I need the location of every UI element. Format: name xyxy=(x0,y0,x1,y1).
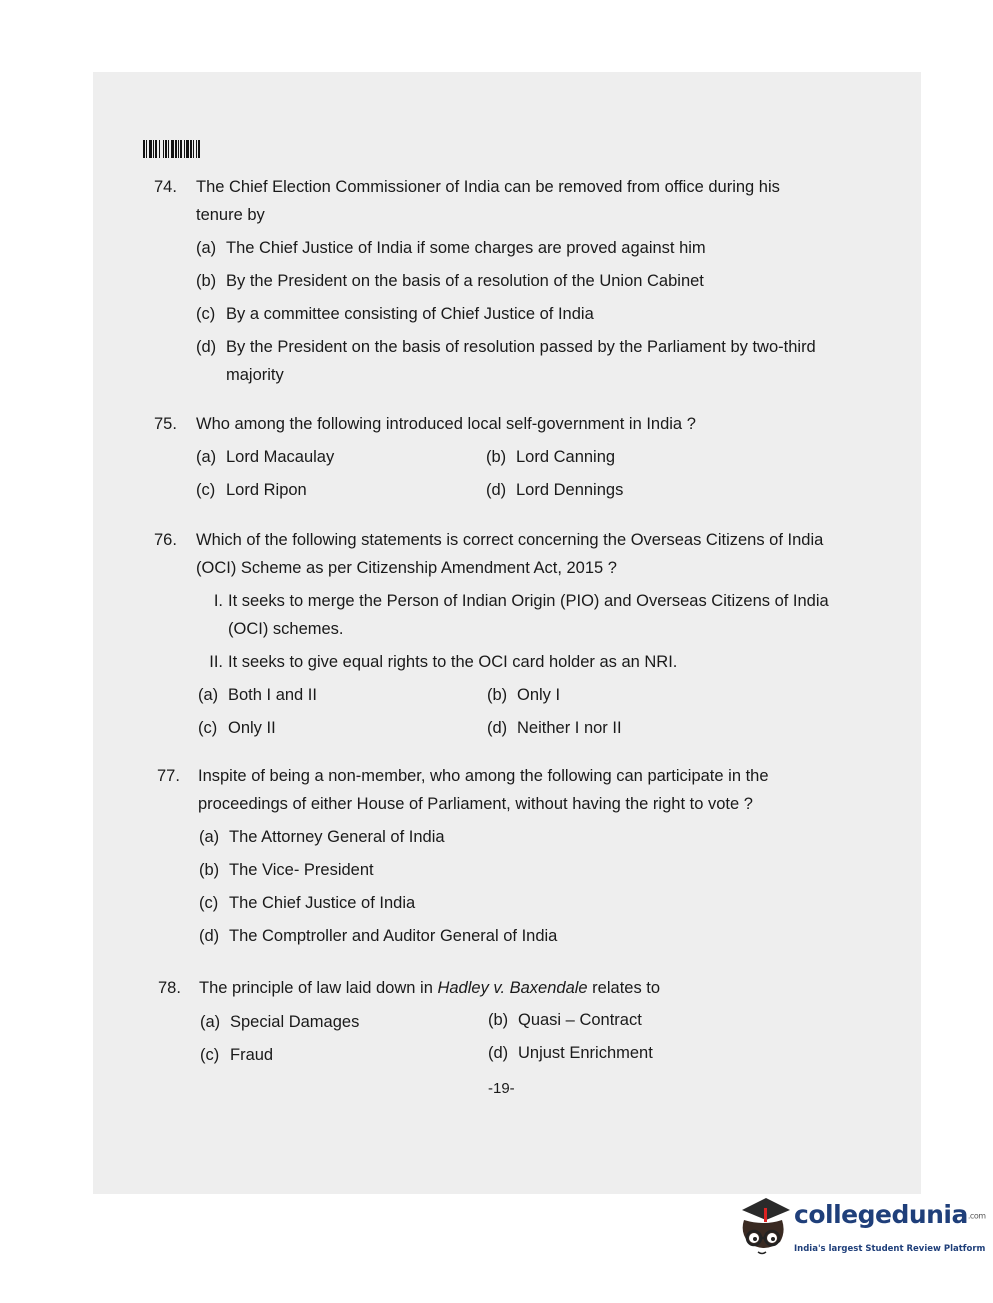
option-d xyxy=(199,922,557,950)
option-b xyxy=(199,856,374,884)
option-label: (d) xyxy=(486,481,507,499)
option-text: Quasi – Contract xyxy=(518,1011,642,1029)
brand-tagline: India's largest Student Review Platform xyxy=(794,1244,986,1254)
option-label: (d) xyxy=(199,927,220,945)
question-text xyxy=(199,974,829,1002)
brand-suffix: .com xyxy=(967,1211,986,1221)
option-c xyxy=(196,476,307,504)
option-label: (d) xyxy=(196,338,217,356)
page-number: -19- xyxy=(488,1080,515,1097)
option-text: Lord Canning xyxy=(516,448,616,466)
option-text: The Chief Justice of India if some charges are proved against him xyxy=(226,239,706,257)
option-label: (c) xyxy=(200,1046,220,1064)
option-c xyxy=(196,300,594,328)
option-text: Lord Macaulay xyxy=(226,448,335,466)
option-text: The Chief Justice of India xyxy=(229,894,416,912)
option-label: (c) xyxy=(198,719,218,737)
statement-label: I. xyxy=(213,592,223,610)
option-label: (b) xyxy=(199,861,220,879)
option-label: (c) xyxy=(196,305,216,323)
option-label: (c) xyxy=(199,894,219,912)
option-c xyxy=(200,1041,273,1069)
question-text: Inspite of being a non-member, who among the following can participate in the proceedings of either House of Parliament, without having the right to vote ? xyxy=(198,767,769,813)
question-text-after: relates to xyxy=(587,979,661,997)
option-label: (a) xyxy=(196,239,217,257)
question-number: 78. xyxy=(158,979,181,997)
option-text: Only II xyxy=(228,719,276,737)
option-label: (a) xyxy=(198,686,219,704)
option-text: Lord Dennings xyxy=(516,481,624,499)
option-text: Fraud xyxy=(230,1046,274,1064)
option-text: By the President on the basis of resolution passed by the Parliament by two-third majority xyxy=(226,338,816,384)
option-label: (d) xyxy=(487,719,508,737)
option-b xyxy=(487,681,560,709)
statement-2 xyxy=(201,648,823,676)
statement-label: II. xyxy=(209,653,223,671)
option-d xyxy=(486,476,623,504)
question-text: The Chief Election Commissioner of India can be removed from office during his tenure by xyxy=(196,178,780,224)
option-a xyxy=(198,681,317,709)
option-a xyxy=(199,823,445,851)
brand-name xyxy=(794,1200,986,1229)
option-text: By a committee consisting of Chief Justice of India xyxy=(226,305,594,323)
question-number: 74. xyxy=(154,178,177,196)
option-b xyxy=(196,267,704,295)
option-text: Lord Ripon xyxy=(226,481,307,499)
option-label: (a) xyxy=(196,448,217,466)
option-label: (b) xyxy=(487,686,508,704)
option-label: (a) xyxy=(200,1013,221,1031)
question-number: 75. xyxy=(154,415,177,433)
option-text: Special Damages xyxy=(230,1013,360,1031)
option-a xyxy=(200,1008,359,1036)
question-number: 77. xyxy=(157,767,180,785)
option-label: (a) xyxy=(199,828,220,846)
option-text: Both I and II xyxy=(228,686,317,704)
scanned-page xyxy=(93,72,921,1194)
option-a xyxy=(196,234,706,262)
collegedunia-watermark xyxy=(736,1196,986,1270)
option-label: (b) xyxy=(488,1011,509,1029)
option-c xyxy=(199,889,415,917)
option-text: Unjust Enrichment xyxy=(518,1044,653,1062)
option-text: The Vice- President xyxy=(229,861,374,879)
option-d xyxy=(487,714,622,742)
statement-text: It seeks to give equal rights to the OCI card holder as an NRI. xyxy=(228,653,678,671)
option-text: The Comptroller and Auditor General of India xyxy=(229,927,558,945)
option-d xyxy=(488,1039,653,1067)
option-text: By the President on the basis of a resolution of the Union Cabinet xyxy=(226,272,704,290)
option-d xyxy=(196,333,816,389)
question-number: 76. xyxy=(154,531,177,549)
option-text: Only I xyxy=(517,686,561,704)
option-b xyxy=(486,443,615,471)
option-b xyxy=(488,1006,642,1034)
option-label: (b) xyxy=(486,448,507,466)
option-a xyxy=(196,443,334,471)
option-label: (c) xyxy=(196,481,216,499)
question-text: Which of the following statements is correct concerning the Overseas Citizens of India (OCI) Scheme as per Citizenship Amendment Act, 2015 ? xyxy=(196,531,824,577)
statement-text: It seeks to merge the Person of Indian Origin (PIO) and Overseas Citizens of India (OCI) schemes. xyxy=(228,592,829,638)
option-text: Neither I nor II xyxy=(517,719,622,737)
mascot-icon xyxy=(736,1196,792,1258)
option-text: The Attorney General of India xyxy=(229,828,445,846)
barcode-image xyxy=(143,140,221,158)
question-text: Who among the following introduced local self-government in India ? xyxy=(196,415,696,433)
option-label: (d) xyxy=(488,1044,509,1062)
option-label: (b) xyxy=(196,272,217,290)
case-name: Hadley v. Baxendale xyxy=(437,979,588,997)
brand-text: collegedunia xyxy=(794,1200,968,1229)
question-text-before: The principle of law laid down in xyxy=(199,979,438,997)
option-c xyxy=(198,714,276,742)
statement-1 xyxy=(201,587,850,643)
